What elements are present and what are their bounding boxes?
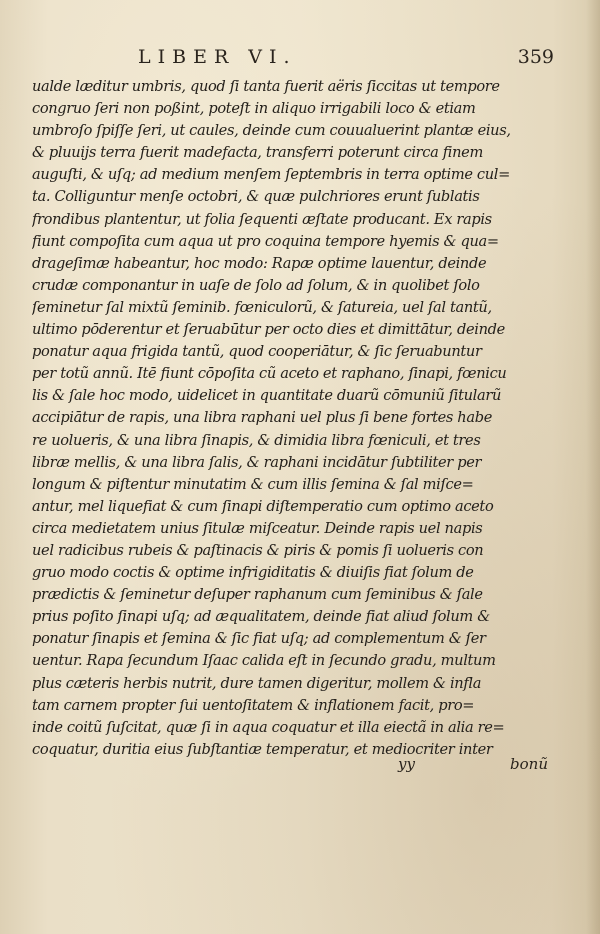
text-line: per totũ annũ. Itē fiunt cōpoſita cũ aceto et raphano, ſinapi, fœnicu (32, 365, 507, 383)
text-line: ſeminetur ſal mixtũ ſeminib. fœniculorũ, & ſatureia, uel ſal tantũ, (32, 298, 492, 316)
text-line: circa medietatem unius ſitulæ miſceatur. Deinde rapis uel napis (32, 519, 483, 537)
text-line: prius poſito ſinapi uſq; ad æqualitatem, deinde fiat aliud ſolum & (32, 608, 490, 626)
page-header (0, 46, 600, 72)
text-line: tam carnem propter ſui uentoſitatem & inflationem facit, pro= (32, 696, 475, 714)
text-line: auguſti, & uſq; ad medium menſem ſeptembris in terra optime cul= (32, 166, 510, 184)
text-line: frondibus plantentur, ut folia ſequenti æſtate producant. Ex rapis (32, 210, 492, 228)
text-line: re uolueris, & una libra ſinapis, & dimidia libra fœniculi, et tres (32, 431, 481, 449)
page-edge-shadow (586, 0, 600, 934)
text-line: libræ mellis, & una libra ſalis, & raphani incidātur ſubtiliter per (32, 453, 482, 471)
text-line: plus cæteris herbis nutrit, dure tamen digeritur, mollem & infla (32, 674, 482, 692)
text-line: ponatur ſinapis et ſemina & ſic fiat uſq; ad complementum & ſer (32, 630, 486, 648)
text-line: uel radicibus rubeis & paſtinacis & piris & pomis ſi uolueris con (32, 541, 484, 559)
text-line: coquatur, duritia eius ſubſtantiæ temperatur, et mediocriter inter (32, 740, 493, 758)
text-line: umbroſo ſpiſſe ſeri, ut caules, deinde cum couualuerint plantæ eius, (32, 122, 511, 140)
text-line: crudæ componantur in uaſe de ſolo ad ſolum, & in quolibet ſolo (32, 276, 480, 294)
text-line: ta. Colliguntur menſe octobri, & quæ pulchriores erunt ſublatis (32, 188, 480, 206)
text-line: uentur. Rapa ſecundum Iſaac calida eſt in ſecundo gradu, multum (32, 652, 496, 670)
text-line: antur, mel liquefiat & cum ſinapi diſtemperatio cum optimo aceto (32, 497, 494, 515)
text-line: congruo ſeri non poßint, poteſt in aliquo irrigabili loco & etiam (32, 100, 476, 118)
text-line: drageſimæ habeantur, hoc modo: Rapæ optime lauentur, deinde (32, 254, 487, 272)
text-line: ultimo pōderentur et ſeruabūtur per octo dies et dimittātur, deinde (32, 321, 505, 339)
body-text (32, 76, 562, 761)
text-line: longum & piſtentur minutatim & cum illis ſemina & ſal miſce= (32, 475, 474, 493)
text-line: & pluuijs terra fuerit madefacta, transferri poterunt circa finem (32, 144, 483, 162)
text-line: gruo modo coctis & optime infrigiditatis & diuiſis fiat ſolum de (32, 564, 474, 582)
catchword: bonũ (510, 755, 548, 773)
text-line: accipiātur de rapis, una libra raphani uel plus ſi bene fortes habe (32, 409, 492, 427)
page-footer (0, 755, 600, 777)
text-line: ponatur aqua frigida tantũ, quod cooperiātur, & ſic ſeruabuntur (32, 343, 482, 361)
text-line: ualde læditur umbris, quod ſi tanta fuerit aëris ſiccitas ut tempore (32, 78, 500, 95)
signature-mark: yy (398, 755, 415, 773)
text-line: fiunt compoſita cum aqua ut pro coquina tempore hyemis & qua= (32, 232, 499, 250)
page-number: 359 (517, 46, 554, 68)
running-title: LIBER VI. (138, 46, 297, 68)
text-line: inde coitũ ſuſcitat, quæ ſi in aqua coquatur et illa eiectã in alia re= (32, 718, 505, 736)
text-line: lis & ſale hoc modo, uidelicet in quantitate duarũ cōmuniũ ſitularũ (32, 387, 502, 405)
text-line: prædictis & ſeminetur deſuper raphanum cum ſeminibus & ſale (32, 586, 483, 604)
